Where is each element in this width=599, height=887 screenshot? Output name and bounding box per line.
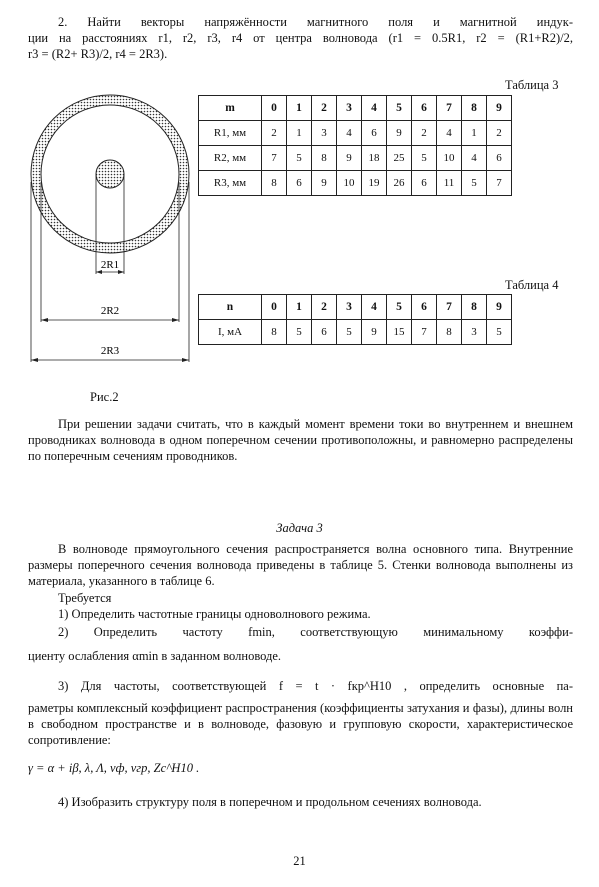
table-cell: 6 <box>287 171 312 196</box>
table4-header-row <box>199 295 512 320</box>
table-cell: 18 <box>362 146 387 171</box>
table-cell: 7 <box>487 171 512 196</box>
table-cell: 2 <box>312 295 337 320</box>
table-cell: 5 <box>287 146 312 171</box>
table-cell: 1 <box>287 295 312 320</box>
table-cell: 6 <box>412 171 437 196</box>
label-2r3: 2R3 <box>100 345 120 357</box>
table-row <box>199 146 512 171</box>
table-cell: 5 <box>487 320 512 345</box>
table-cell: 4 <box>462 146 487 171</box>
table-cell: 6 <box>412 96 437 121</box>
table-cell: 8 <box>262 320 287 345</box>
table-cell: 26 <box>387 171 412 196</box>
table-cell: 6 <box>487 146 512 171</box>
table-cell: 19 <box>362 171 387 196</box>
task3-required: Требуется <box>58 591 112 605</box>
label-2r2: 2R2 <box>100 305 120 317</box>
table-cell: 9 <box>387 121 412 146</box>
table-cell: 10 <box>437 146 462 171</box>
page-number: 21 <box>293 854 306 868</box>
table-cell: 5 <box>387 295 412 320</box>
table-cell: 5 <box>387 96 412 121</box>
table-cell: 9 <box>362 320 387 345</box>
table-cell: 0 <box>262 295 287 320</box>
task3-item-3c: γ = α + iβ, λ, Λ, vф, vгр, Zc^H10 . <box>28 761 200 775</box>
table-cell: 8 <box>262 171 287 196</box>
table-cell: R3, мм <box>199 171 262 196</box>
figure-caption: Рис.2 <box>90 390 119 404</box>
table-cell: 10 <box>337 171 362 196</box>
table-cell: 7 <box>412 320 437 345</box>
table-cell: 5 <box>462 171 487 196</box>
table-cell: n <box>199 295 262 320</box>
intro-line-3: r3 = (R2+ R3)/2, r4 = 2R3). <box>28 47 168 61</box>
table-row <box>199 171 512 196</box>
table-cell: 7 <box>437 96 462 121</box>
table-cell: 4 <box>362 295 387 320</box>
label-2r1: 2R1 <box>100 259 120 271</box>
task3-item-1: 1) Определить частотные границы одноволнового режима. <box>58 607 371 621</box>
table-cell: 1 <box>287 121 312 146</box>
table-cell: 1 <box>462 121 487 146</box>
table-cell: 2 <box>412 121 437 146</box>
table-cell: 6 <box>412 295 437 320</box>
table-cell: R1, мм <box>199 121 262 146</box>
table-cell: 3 <box>312 121 337 146</box>
table3-header-row <box>199 96 512 121</box>
table-cell: I, мА <box>199 320 262 345</box>
table-cell: 6 <box>312 320 337 345</box>
table-row <box>199 121 512 146</box>
table-cell: 4 <box>437 121 462 146</box>
intro-line-1: 2. Найти векторы напряжённости магнитного поля и магнитной индук- <box>58 15 573 29</box>
table-cell: 9 <box>337 146 362 171</box>
table-cell: 9 <box>312 171 337 196</box>
task3-item-3b: раметры комплексный коэффициент распространения (коэффициенты затухания и фазы), длины волн в свободном пространстве и в волноводе, фазовую и групповую скорости, характеристическое сопротивление: <box>28 701 573 747</box>
table4-caption: Таблица 4 <box>505 278 559 292</box>
table-cell: 8 <box>462 295 487 320</box>
table-cell: 25 <box>387 146 412 171</box>
table-cell: 1 <box>287 96 312 121</box>
intro-line-2: ции на расстояниях r1, r2, r3, r4 от центра волновода (r1 = 0.5R1, r2 = (R1+R2)/2, <box>28 31 573 45</box>
table-cell: 6 <box>362 121 387 146</box>
table-cell: m <box>199 96 262 121</box>
table-cell: 7 <box>262 146 287 171</box>
table-cell: 4 <box>337 121 362 146</box>
inner-conductor <box>96 160 124 188</box>
table-cell: 8 <box>437 320 462 345</box>
table-cell: 8 <box>462 96 487 121</box>
table-cell: 2 <box>312 96 337 121</box>
waveguide-cross-section-figure <box>20 92 200 372</box>
table-cell: 7 <box>437 295 462 320</box>
table3-caption: Таблица 3 <box>505 78 559 92</box>
table-cell: 8 <box>312 146 337 171</box>
task3-paragraph-1: В волноводе прямоугольного сечения распространяется волна основного типа. Внутренние размеры поперечного сечения волновода приведены в таблице 5. Стенки волновода выполнены из материала, указанного в таблице 6. <box>28 542 573 588</box>
table-cell: 3 <box>337 295 362 320</box>
table-4 <box>198 294 512 345</box>
task3-item-3a: 3) Для частоты, соответствующей f = t · fкр^H10 , определить основные па- <box>58 679 573 693</box>
table-cell: 0 <box>262 96 287 121</box>
table-row <box>199 320 512 345</box>
table-cell: 9 <box>487 96 512 121</box>
table-cell: 5 <box>337 320 362 345</box>
note-paragraph: При решении задачи считать, что в каждый момент времени токи во внутреннем и внешнем проводниках волновода в одном поперечном сечении противоположны, и равномерно распределены по поперечным сечениям проводников. <box>28 417 573 463</box>
table-cell: 4 <box>362 96 387 121</box>
table-cell: 3 <box>462 320 487 345</box>
task3-item-4: 4) Изобразить структуру поля в поперечном и продольном сечениях волновода. <box>58 795 482 809</box>
table-cell: R2, мм <box>199 146 262 171</box>
table-cell: 3 <box>337 96 362 121</box>
table-cell: 11 <box>437 171 462 196</box>
task3-title: Задача 3 <box>276 521 323 535</box>
table-cell: 9 <box>487 295 512 320</box>
table-cell: 2 <box>262 121 287 146</box>
table-cell: 15 <box>387 320 412 345</box>
table-cell: 5 <box>287 320 312 345</box>
table-3 <box>198 95 512 196</box>
task3-item-2b: циенту ослабления αmin в заданном волноводе. <box>28 649 282 663</box>
table-cell: 5 <box>412 146 437 171</box>
task3-item-2a: 2) Определить частоту fmin, соответствующую минимальному коэффи- <box>58 625 573 639</box>
table-cell: 2 <box>487 121 512 146</box>
